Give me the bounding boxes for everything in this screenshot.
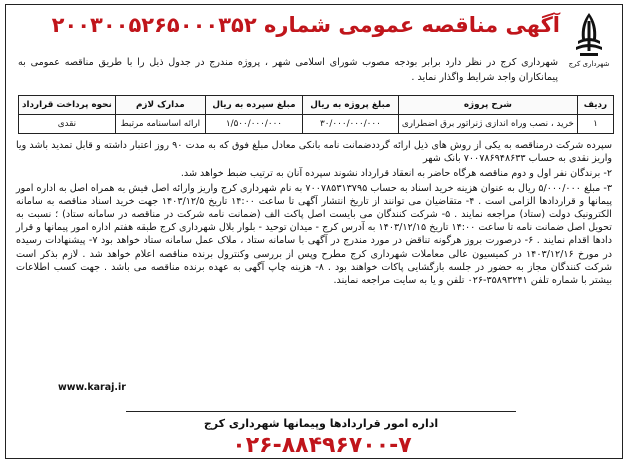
- intro-paragraph: شهرداری کرج در نظر دارد برابر بودجه مصوب شورای اسلامی شهر ، پروژه مندرج در جدول ذیل را با طریق مناقصه عمومی به پیمانکاران واجد شرایط واگذار نماید .: [18, 57, 558, 83]
- emblem-icon: [569, 11, 609, 59]
- cell-project-amount: ۳۰/۰۰۰/۰۰۰/۰۰۰: [303, 115, 399, 134]
- tender-table: [18, 95, 614, 134]
- issuer-signature: اداره امور قراردادها وپیمانها شهرداری کرج: [126, 411, 516, 434]
- conditions-text: [16, 139, 612, 289]
- condition-winners: ۲- برندگان نفر اول و دوم مناقصه هرگاه حاضر به انعقاد قرارداد نشوند سپرده آنان به ترتیب ضبط خواهد شد.: [180, 167, 612, 179]
- karaj-municipality-logo: [564, 11, 614, 73]
- notice-headline: آگهی مناقصه عمومی شماره ۲۰۰۳۰۰۵۲۶۵۰۰۰۳۵۲: [51, 13, 560, 37]
- col-deposit-amount: مبلغ سپرده به ریال: [205, 96, 302, 115]
- logo-caption: شهرداری کرج: [568, 60, 610, 68]
- col-payment-method: نحوه پرداخت قرارداد: [19, 96, 116, 115]
- notice-frame: [5, 4, 623, 459]
- condition-deposit: سپرده شرکت درمناقصه به یکی از روش های ذیل ارائه گرددضمانت نامه بانکی معادل مبلغ فوق که به مدت ۹۰ روز اعتبار داشته و قابل تمدید باشد ویا واریز نقدی به حساب ۷۰۰۷۸۶۹۴۸۶۳۳ بانک شهر: [16, 140, 612, 165]
- cell-deposit-amount: ۱/۵۰۰/۰۰۰/۰۰۰: [205, 115, 302, 134]
- col-row-number: ردیف: [577, 96, 613, 115]
- table-header-row: [19, 96, 614, 115]
- col-project-description: شرح پروژه: [398, 96, 577, 115]
- col-project-amount: مبلغ پروژه به ریال: [303, 96, 399, 115]
- table-row: [19, 115, 614, 134]
- col-required-documents: مدارک لازم: [115, 96, 205, 115]
- condition-documents-and-schedule: ۳- مبلغ ۵/۰۰۰/۰۰۰ ریال به عنوان هزینه خرید اسناد به حساب ۷۰۰۷۸۵۳۱۳۷۹۵ به نام شهرداری کرج واریز وارائه اصل فیش به همراه اصل به اداره امور پیمانها و قراردادها الزامی است . ۴- متقاضیان می توانند از تاریخ انتشار آگهی تا ساعت ۱۴:۰۰ تاریخ ۱۴۰۳/۱۲/۵ جهت خرید اسناد مناقصه به سامانه الکترونیک دولت (ستاد) مراجعه نمایند . ۵- شرکت کنندگان می بایست اصل پاکت الف (ضمانت نامه شرکت در مناقصه در سامانه ستاد) ؛ نسبت به تحویل اصل ضمانت نامه تا ساعت ۱۴:۰۰ تاریخ ۱۴۰۳/۱۲/۱۵ به آدرس کرج - میدان توحید - بلوار بلال شهرداری کرج طبقه هفتم اداره امور پیمانها و قرار دادها اقدام نمایند . ۶- درصورت بروز هرگونه تناقض در مورد مندرج در آگهی با سامانه ستاد ، ملاک عمل سامانه ستاد خواهد بود ۷- پیشنهادات رسیده در مورخ ۱۴۰۳/۱۲/۱۶ در کمیسیون عالی معاملات شهرداری کرج مطرح وپس از بررسی وکنترول برنده مناقصه اعلام خواهد شد . لازم بذکر است شرکت کنندگان مجاز به حضور در جلسه بازگشایی پاکات خواهند بود . ۸- هزینه چاپ آگهی به عهده برنده مناقصه می باشد . جهت کسب اطلاعات بیشتر با شماره تلفن ۳۵۸۹۳۲۴۱-۰۲۶ تلفن و یا به سایت مراجعه نمایند.: [16, 182, 612, 287]
- cell-payment-method: نقدی: [19, 115, 116, 134]
- cell-required-documents: ارائه اساسنامه مرتبط: [115, 115, 205, 134]
- cell-project-description: خرید ، نصب وراه اندازی ژنراتور برق اضطراری: [398, 115, 577, 134]
- website-link[interactable]: www.karaj.ir: [58, 382, 126, 393]
- contact-phone: ۰۲۶-۸۸۴۹۶۷۰۰-۷: [232, 433, 412, 458]
- cell-row-number: ۱: [577, 115, 613, 134]
